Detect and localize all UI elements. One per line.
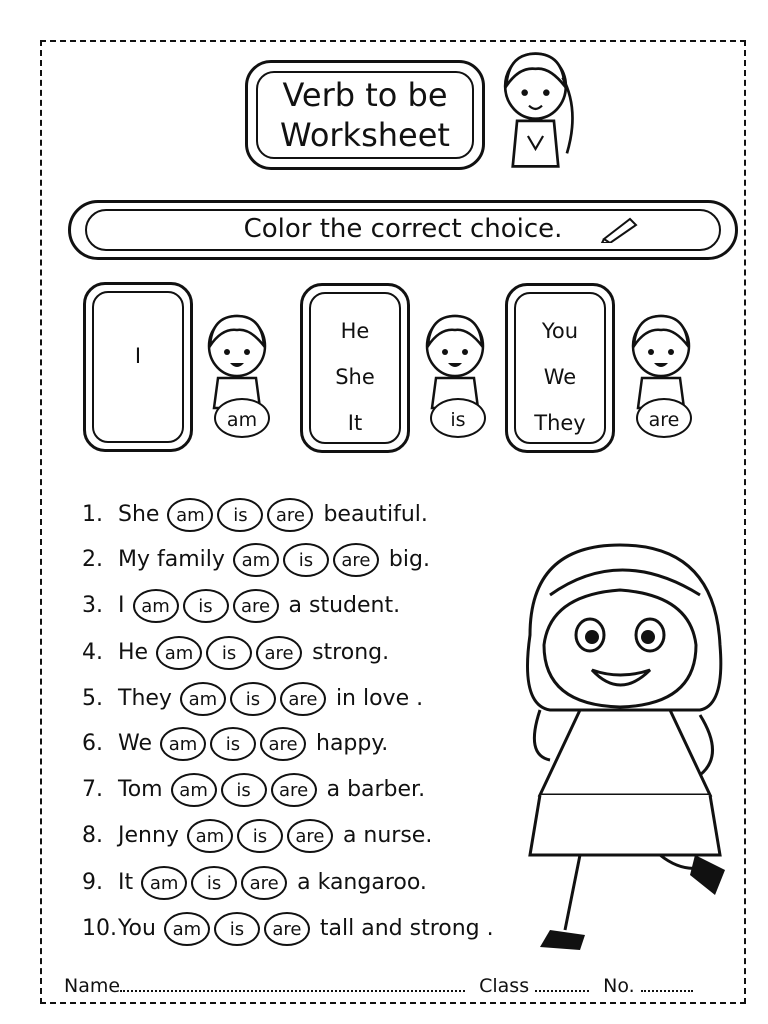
- footer: [64, 975, 693, 997]
- sentence-row: [82, 909, 494, 949]
- choice-are[interactable]: are: [333, 543, 379, 577]
- sentence-rest: strong.: [312, 640, 390, 665]
- name-field[interactable]: [120, 976, 465, 992]
- sentence-rest: a nurse.: [342, 823, 433, 848]
- sentence-number: 4.: [82, 640, 103, 665]
- choice-am[interactable]: am: [233, 543, 279, 577]
- pronoun-we: We: [543, 365, 577, 389]
- sentence-rest: big.: [388, 547, 430, 572]
- sentence-rest: in love .: [335, 686, 424, 711]
- choice-am[interactable]: am: [141, 866, 187, 900]
- choice-am[interactable]: am: [133, 589, 179, 623]
- pronoun-bubble-2: [300, 283, 410, 453]
- choice-is[interactable]: is: [191, 866, 237, 900]
- pronoun-it: It: [347, 411, 363, 435]
- sentence-subject: Jenny: [118, 823, 179, 848]
- choice-am[interactable]: am: [164, 912, 210, 946]
- sentence-row: [82, 633, 389, 673]
- sentence-rest: beautiful.: [323, 502, 428, 527]
- choice-are[interactable]: are: [260, 727, 306, 761]
- sentence-row: [82, 495, 428, 535]
- choice-is[interactable]: is: [214, 912, 260, 946]
- sentence-rest: a kangaroo.: [297, 870, 427, 895]
- title-line-2: Worksheet: [280, 116, 450, 154]
- sentence-subject: You: [118, 916, 156, 941]
- sentence-subject: My family: [118, 547, 225, 572]
- choice-are[interactable]: are: [256, 636, 302, 670]
- sentence-number: 3.: [82, 593, 103, 618]
- choice-are[interactable]: are: [280, 682, 326, 716]
- sentence-number: 6.: [82, 731, 103, 756]
- verb-am-ball: am: [214, 398, 270, 438]
- choice-am[interactable]: am: [156, 636, 202, 670]
- girl-illustration: [510, 535, 735, 965]
- name-label: Name: [64, 975, 121, 997]
- choice-are[interactable]: are: [264, 912, 310, 946]
- sentence-row: [82, 679, 423, 719]
- page-title: [248, 75, 482, 155]
- pronoun-he: He: [340, 319, 370, 343]
- choice-is[interactable]: is: [221, 773, 267, 807]
- sentence-rest: a student.: [288, 593, 401, 618]
- choice-am[interactable]: am: [160, 727, 206, 761]
- sentence-rest: a barber.: [326, 777, 426, 802]
- sentence-row: [82, 724, 388, 764]
- choice-am[interactable]: am: [180, 682, 226, 716]
- choice-is[interactable]: is: [210, 727, 256, 761]
- choice-is[interactable]: is: [237, 819, 283, 853]
- choice-is[interactable]: is: [230, 682, 276, 716]
- verb-is-ball: is: [430, 398, 486, 438]
- sentence-number: 5.: [82, 686, 103, 711]
- pencil-icon: [600, 215, 640, 243]
- sentence-subject: We: [118, 731, 152, 756]
- pronoun-i: I: [134, 344, 142, 368]
- sentence-number: 2.: [82, 547, 103, 572]
- sentence-row: [82, 770, 425, 810]
- sentence-rest: tall and strong .: [319, 916, 494, 941]
- pronoun-she: She: [335, 365, 375, 389]
- sentence-row: [82, 816, 432, 856]
- choice-am[interactable]: am: [167, 498, 213, 532]
- girl-head-icon: [488, 45, 583, 175]
- sentence-row: [82, 863, 427, 903]
- choice-is[interactable]: is: [283, 543, 329, 577]
- sentence-number: 10.: [82, 916, 117, 941]
- choice-is[interactable]: is: [206, 636, 252, 670]
- choice-am[interactable]: am: [187, 819, 233, 853]
- choice-are[interactable]: are: [241, 866, 287, 900]
- choice-is[interactable]: is: [183, 589, 229, 623]
- sentence-subject: Tom: [118, 777, 163, 802]
- sentence-number: 7.: [82, 777, 103, 802]
- sentence-number: 1.: [82, 502, 103, 527]
- class-field[interactable]: [535, 976, 589, 992]
- sentence-rest: happy.: [316, 731, 389, 756]
- instruction-text: Color the correct choice.: [243, 214, 563, 244]
- sentence-subject: I: [118, 593, 125, 618]
- title-box: [245, 60, 485, 170]
- pronoun-bubble-1: [83, 282, 193, 452]
- instruction-box: [68, 200, 738, 260]
- choice-are[interactable]: are: [271, 773, 317, 807]
- sentence-row: [82, 586, 400, 626]
- no-field[interactable]: [641, 976, 693, 992]
- pronoun-you: You: [541, 319, 579, 343]
- choice-are[interactable]: are: [267, 498, 313, 532]
- sentence-row: [82, 540, 430, 580]
- sentence-number: 8.: [82, 823, 103, 848]
- verb-are-ball: are: [636, 398, 692, 438]
- title-line-1: Verb to be: [282, 76, 448, 114]
- choice-are[interactable]: are: [233, 589, 279, 623]
- sentence-subject: It: [118, 870, 134, 895]
- choice-is[interactable]: is: [217, 498, 263, 532]
- sentence-subject: She: [118, 502, 160, 527]
- choice-am[interactable]: am: [171, 773, 217, 807]
- sentence-subject: He: [118, 640, 149, 665]
- pronoun-they: They: [534, 411, 586, 435]
- sentence-number: 9.: [82, 870, 103, 895]
- sentence-subject: They: [118, 686, 172, 711]
- pronoun-bubble-3: [505, 283, 615, 453]
- no-label: No.: [603, 975, 635, 997]
- class-label: Class: [479, 975, 530, 997]
- choice-are[interactable]: are: [287, 819, 333, 853]
